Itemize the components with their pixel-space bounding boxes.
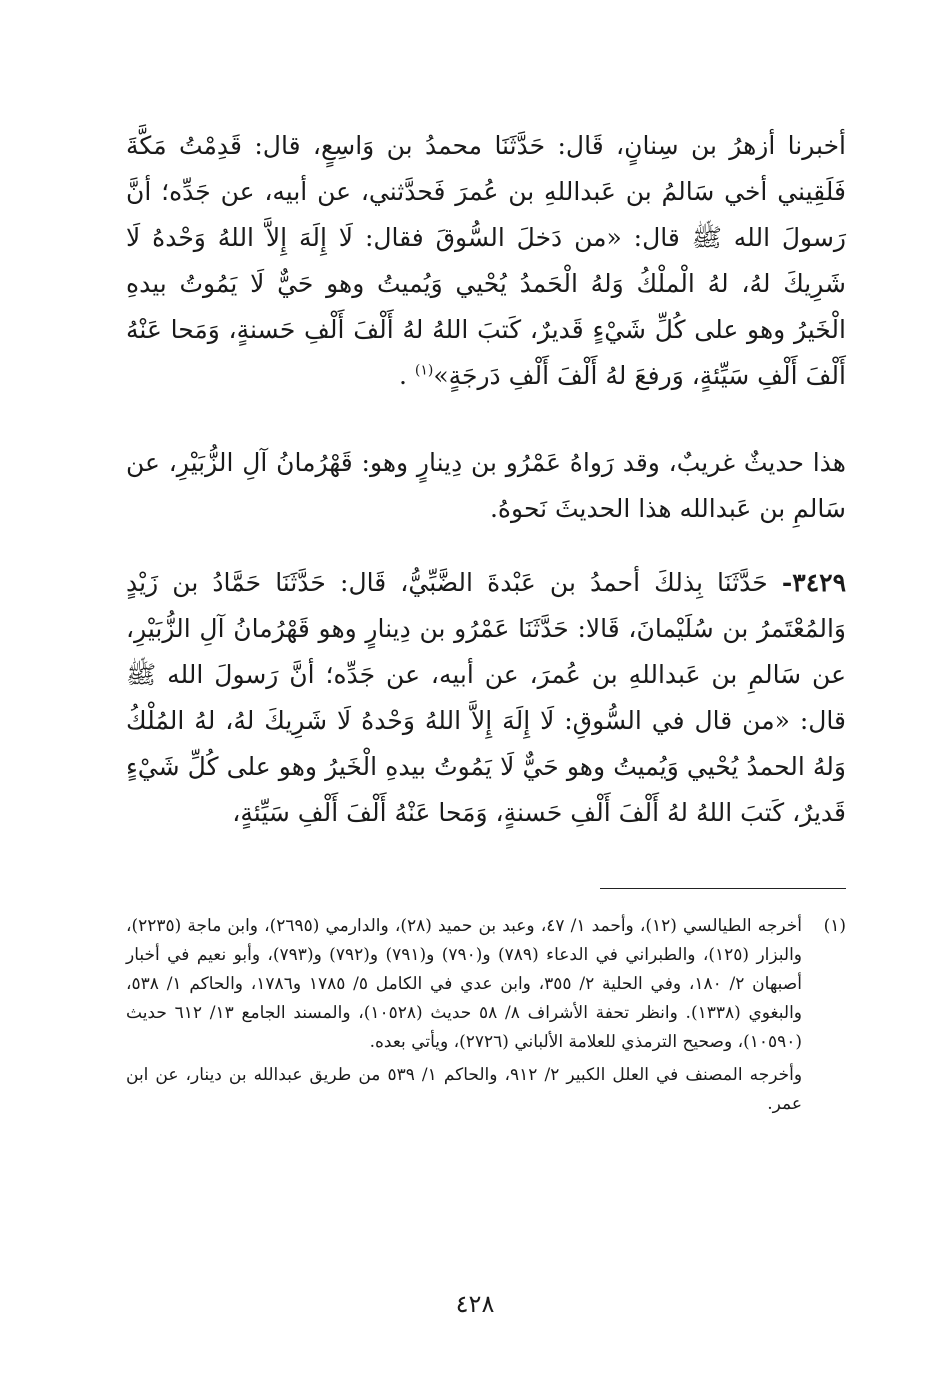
paragraph-3-text: حَدَّثَنَا بِذلكَ أحمدُ بن عَبْدةَ الضَّبِّيُّ، قَال: حَدَّثَنَا حَمَّادُ بن زَيْدٍ وَالمُعْتَمرُ بن سُلَيْمانَ، قَالا: حَدَّثَنَا عَمْرُو بن دِينارٍ وهو قَهْرُمانُ آلِ الزُّبَيْرِ، عن سَالمِ بن عَبداللهِ بن عُمرَ، عن أبيه، عن جَدِّه؛ أنَّ رَسولَ الله ﷺ قال: «من قال في السُّوقِ: لَا إِلَهَ إِلاَّ اللهُ وَحْدهُ لَا شَرِيكَ لهُ، لهُ المُلْكُ وَلهُ الحمدُ يُحْيي وَيُميتُ وهو حَيٌّ لَا يَمُوتُ بيدهِ الْخَيرُ وهو على كُلِّ شَيْءٍ قَديرٌ، كَتبَ اللهُ لهُ أَلْفَ أَلْفِ حَسنةٍ، وَمَحا عَنْهُ أَلْفَ أَلْفِ سَيِّئةٍ، [126,568,846,827]
hadith-paragraph-1 [126,123,846,399]
footnote-item [126,912,846,1057]
footnotes-section [126,912,846,1119]
paragraph-1-end: . [398,361,415,390]
footnote-separator [600,888,846,889]
hadith-paragraph-2 [126,560,846,836]
hadith-number: ٣٤٢٩- [781,568,846,597]
paragraph-1-text: أخبرنا أزهرُ بن سِنانٍ، قَال: حَدَّثَنَا محمدُ بن وَاسِعٍ، قال: قَدِمْتُ مَكَّةَ فَلَقِيني أخي سَالمُ بن عَبداللهِ بن عُمرَ فَحدَّثني، عن أبيه، عن جَدِّه؛ أنَّ رَسولَ الله ﷺ قال: «من دَخلَ السُّوقَ فقال: لَا إِلَهَ إِلاَّ اللهُ وَحْدهُ لَا شَرِيكَ لهُ، لهُ الْملْكُ وَلهُ الْحَمدُ يُحْيي وَيُميتُ وهو حَيٌّ لَا يَمُوتُ بيدهِ الْخَيرُ وهو على كُلِّ شَيْءٍ قَديرٌ، كَتبَ اللهُ لهُ أَلْفَ أَلْفِ حَسنةٍ، وَمَحا عَنْهُ أَلْفَ أَلْفِ سَيِّئةٍ، وَرفعَ لهُ أَلْفَ أَلْفِ دَرجَةٍ» [126,131,846,390]
paragraph-2-text: هذا حديثٌ غريبٌ، وقد رَواهُ عَمْرُو بن دِينارٍ وهو: قَهْرُمانُ آلِ الزُّبَيْرِ، عن سَالمِ بن عَبدالله هذا الحديثَ نَحوهُ. [126,448,846,523]
footnote-reference[interactable]: (١) [414,362,434,379]
page-number: ٤٢٨ [455,1290,495,1318]
footnote-continuation: وأخرجه المصنف في العلل الكبير ٢/ ٩١٢، والحاكم ١/ ٥٣٩ من طريق عبدالله بن دينار، عن ابن عمر. [126,1065,803,1114]
footnote-number: (١) [823,916,846,936]
commentary-paragraph [126,440,846,532]
footnote-text: أخرجه الطيالسي (١٢)، وأحمد ١/ ٤٧، وعبد بن حميد (٢٨)، والدارمي (٢٦٩٥)، وابن ماجة (٢٢٣٥)، والبزار (١٢٥)، والطبراني في الدعاء (٧٨٩) و(٧٩٠) و(٧٩١) و(٧٩٢) و(٧٩٣)، وأبو نعيم في أخبار أصبهان ٢/ ١٨٠، وفي الحلية ٢/ ٣٥٥، وابن عدي في الكامل ٥/ ١٧٨٥ و١٧٨٦، والحاكم ١/ ٥٣٨، والبغوي (١٣٣٨). وانظر تحفة الأشراف ٨/ ٥٨ حديث (١٠٥٢٨)، والمسند الجامع ١٣/ ٦١٢ حديث (١٠٥٩٠)، وصحيح الترمذي للعلامة الألباني (٢٧٢٦)، ويأتي بعده. [126,916,802,1052]
